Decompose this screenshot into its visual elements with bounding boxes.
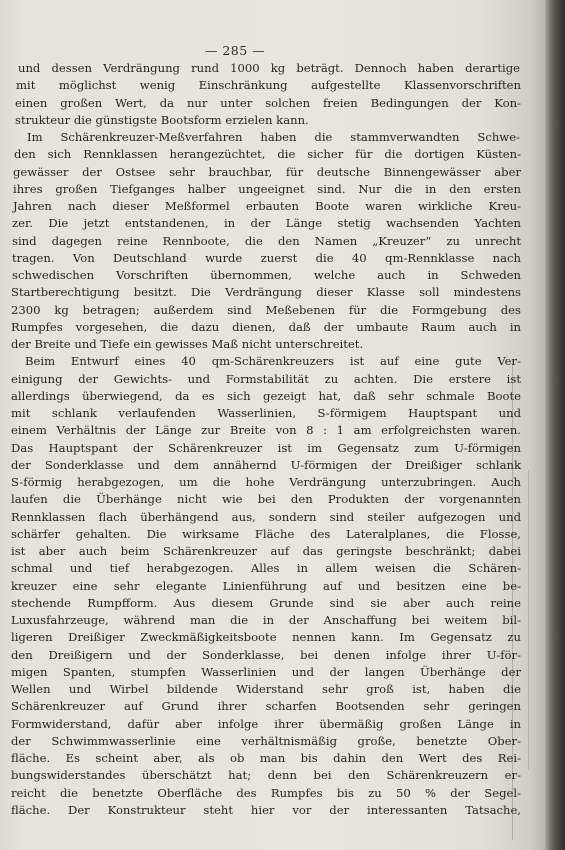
text-line: allerdings überwiegend, da es sich gezeigt hat, daß sehr schmale Boote bbox=[11, 388, 521, 403]
text-line: der Sonderklasse und dem annähernd U-förmigen der Dreißiger schlank bbox=[11, 457, 521, 472]
text-line: Rumpfes vorgesehen, die dazu dienen, daß der umbaute Raum auch in bbox=[11, 319, 521, 334]
text-line: sind dagegen reine Rennboote, die den Namen „Kreuzer“ zu unrecht bbox=[12, 233, 521, 248]
text-line: schmal und tief herabgezogen. Alles in allem weisen die Schären- bbox=[11, 561, 521, 576]
text-line: schwedischen Vorschriften übernommen, welche auch in Schweden bbox=[12, 268, 521, 282]
text-line: stechende Rumpfform. Aus diesem Grunde sind sie aber auch reine bbox=[11, 595, 521, 610]
text-line: Rennklassen flach überhängend aus, sondern sind steiler aufgezogen und bbox=[11, 509, 521, 524]
text-line: der Breite und Tiefe ein gewisses Maß nicht unterschreitet. bbox=[11, 337, 364, 351]
text-line: einigung der Gewichts- und Formstabilität zu achten. Die erstere ist bbox=[11, 371, 521, 386]
text-line: tragen. Von Deutschland wurde zuerst die 40 qm-Rennklasse nach bbox=[12, 250, 521, 265]
text-line: ligeren Dreißiger Zweckmäßigkeitsboote nennen kann. Im Gegensatz zu bbox=[11, 630, 521, 645]
text-line: mit möglichst wenig Einschränkung aufgestellte Klassenvorschriften bbox=[16, 78, 521, 93]
text-line: einem Verhältnis der Länge zur Breite von 8 : 1 am erfolgreichsten waren. bbox=[11, 423, 521, 438]
text-line: ihres großen Tiefganges halber ungeeignet sind. Nur die in den ersten bbox=[13, 181, 521, 196]
text-line: Jahren nach dieser Meßformel erbauten Boote waren wirkliche Kreu- bbox=[13, 199, 521, 213]
text-line: den sich Rennklassen herangezüchtet, die sicher für die dortigen Küsten- bbox=[14, 147, 521, 162]
text-line: gewässer der Ostsee sehr brauchbar, für deutsche Binnengewässer aber bbox=[13, 164, 521, 179]
text-line: reicht die benetzte Oberfläche des Rumpfes bis zu 50 % der Segel- bbox=[11, 785, 521, 800]
text-line: den Dreißigern und der Sonderklasse, bei denen infolge ihrer U-för- bbox=[11, 647, 521, 662]
text-line: Beim Entwurf eines 40 qm-Schärenkreuzers ist auf eine gute Ver- bbox=[25, 354, 521, 369]
text-line: ist aber auch beim Schärenkreuzer auf das geringste beschränkt; dabei bbox=[11, 544, 521, 558]
page-number: — 285 — bbox=[204, 43, 266, 58]
text-line: Das Hauptspant der Schärenkreuzer ist im Gegensatz zum U-förmigen bbox=[11, 440, 521, 455]
text-line: Schärenkreuzer auf Grund ihrer scharfen Bootsenden sehr geringen bbox=[11, 699, 521, 714]
text-line: Im Schärenkreuzer-Meßverfahren haben die stammverwandten Schwe- bbox=[27, 130, 520, 144]
bleed-through-line bbox=[528, 470, 529, 770]
text-line: Formwiderstand, dafür aber infolge ihrer übermäßig großen Länge in bbox=[11, 716, 521, 731]
text-line: kreuzer eine sehr elegante Linienführung auf und besitzen eine be- bbox=[11, 578, 521, 593]
text-line: schärfer gehalten. Die wirksame Fläche des Lateralplanes, die Flosse, bbox=[11, 526, 521, 541]
text-line: zer. Die jetzt entstandenen, in der Länge stetig wachsenden Yachten bbox=[12, 216, 521, 231]
text-line: bungswiderstandes überschätzt hat; denn bei den Schärenkreuzern er- bbox=[11, 768, 521, 783]
text-line: 2300 kg betragen; außerdem sind Meßebenen für die Formgebung des bbox=[11, 302, 521, 317]
text-line: fläche. Der Konstrukteur steht hier vor der interessanten Tatsache, bbox=[11, 802, 521, 817]
text-line: Wellen und Wirbel bildende Widerstand sehr groß ist, haben die bbox=[11, 682, 521, 696]
text-line: Luxusfahrzeuge, während man die in der Anschaffung bei weitem bil- bbox=[11, 613, 521, 627]
text-line: fläche. Es scheint aber, als ob man bis dahin den Wert des Rei- bbox=[11, 751, 521, 765]
page-edge bbox=[545, 0, 565, 850]
text-line: laufen die Überhänge nicht wie bei den Produkten der vorgenannten bbox=[11, 492, 521, 507]
text-line: migen Spanten, stumpfen Wasserlinien und der langen Überhänge der bbox=[11, 664, 521, 679]
text-line: Startberechtigung besitzt. Die Verdrängung dieser Klasse soll mindestens bbox=[11, 285, 521, 300]
body-text bbox=[0, 60, 528, 819]
text-line: einen großen Wert, da nur unter solchen freien Bedingungen der Kon- bbox=[15, 95, 521, 110]
text-line: S-förmig herabgezogen, um die hohe Verdrängung unterzubringen. Auch bbox=[11, 475, 521, 489]
text-line: strukteur die günstigste Bootsform erzielen kann. bbox=[15, 112, 309, 127]
text-line: und dessen Verdrängung rund 1000 kg beträgt. Dennoch haben derartige bbox=[18, 61, 520, 75]
text-line: mit schlank verlaufenden Wasserlinien, S-förmigem Hauptspant und bbox=[11, 406, 521, 420]
text-line: der Schwimmwasserlinie eine verhältnismäßig große, benetzte Ober- bbox=[11, 733, 521, 748]
